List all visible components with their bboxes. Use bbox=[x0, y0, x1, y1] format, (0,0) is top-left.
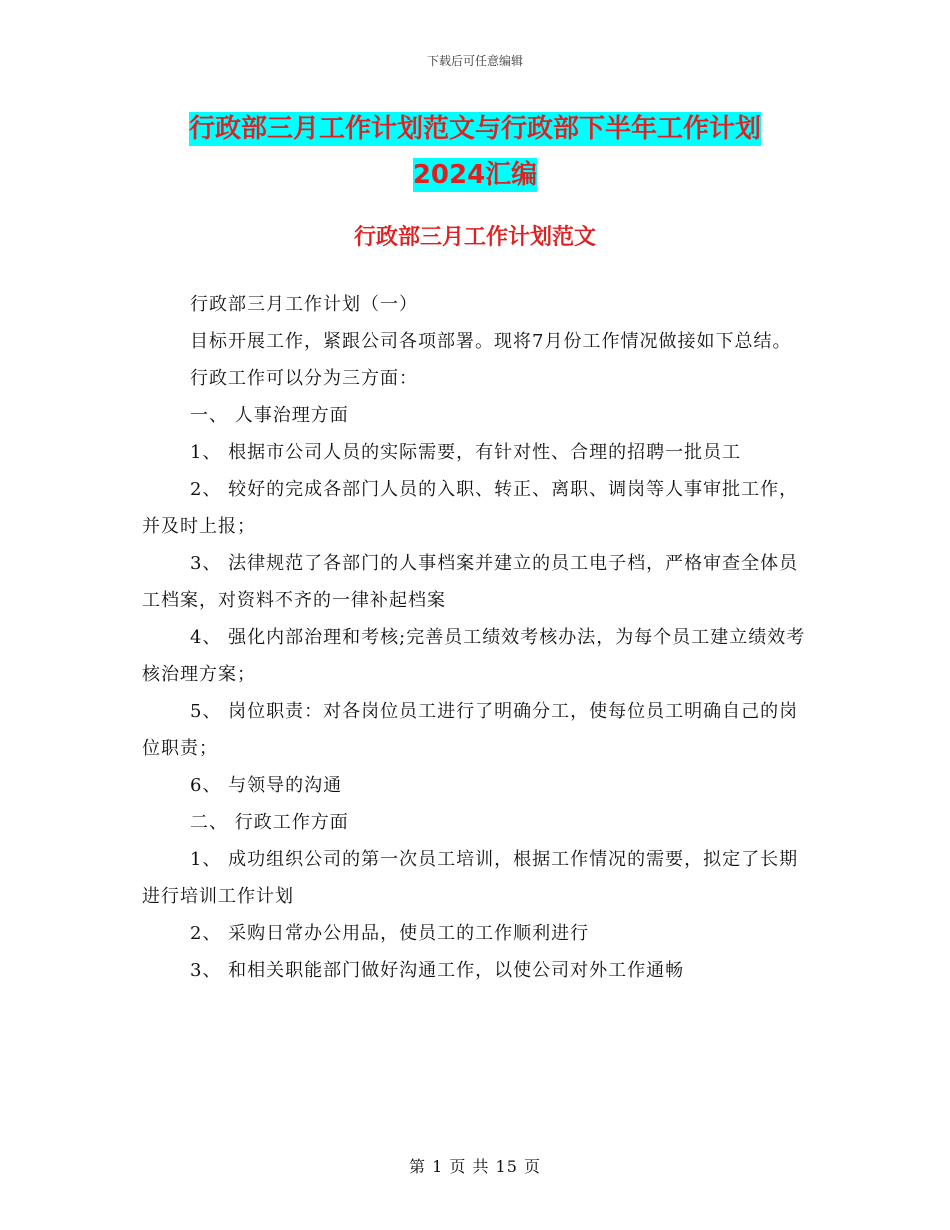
section-title: 行政部三月工作计划范文 bbox=[353, 225, 596, 250]
page-footer: 第 1 页 共 15 页 bbox=[409, 1157, 541, 1176]
paragraph: 4、 强化内部治理和考核;完善员工绩效考核办法，为每个员工建立绩效考核治理方案； bbox=[142, 627, 806, 685]
paragraph: 2、 较好的完成各部门人员的入职、转正、离职、调岗等人事审批工作，并及时上报； bbox=[142, 479, 799, 537]
paragraph: 行政工作可以分为三方面： bbox=[190, 368, 418, 389]
document-title bbox=[0, 106, 950, 198]
body-text bbox=[142, 286, 808, 989]
paragraph: 3、 和相关职能部门做好沟通工作，以使公司对外工作通畅 bbox=[190, 960, 685, 981]
paragraph: 5、 岗位职责：对各岗位员工进行了明确分工，使每位员工明确自己的岗位职责； bbox=[142, 701, 799, 759]
paragraph: 1、 成功组织公司的第一次员工培训，根据工作情况的需要，拟定了长期进行培训工作计划 bbox=[142, 849, 799, 907]
paragraph: 目标开展工作，紧跟公司各项部署。现将7月份工作情况做接如下总结。 bbox=[190, 331, 792, 352]
paragraph: 2、 采购日常办公用品，使员工的工作顺利进行 bbox=[190, 923, 590, 944]
title-line-1: 行政部三月工作计划范文与行政部下半年工作计划 bbox=[188, 114, 761, 144]
paragraph: 二、 行政工作方面 bbox=[190, 812, 349, 833]
paragraph: 3、 法律规范了各部门的人事档案并建立的员工电子档，严格审查全体员工档案，对资料不齐的一律补起档案 bbox=[142, 553, 799, 611]
title-line-2: 2024汇编 bbox=[412, 160, 538, 190]
paragraph: 一、 人事治理方面 bbox=[190, 405, 349, 426]
paragraph: 1、 根据市公司人员的实际需要，有针对性、合理的招聘一批员工 bbox=[190, 442, 742, 463]
paragraph: 行政部三月工作计划（一） bbox=[190, 294, 418, 315]
paragraph: 6、 与领导的沟通 bbox=[190, 775, 343, 796]
header-note: 下载后可任意编辑 bbox=[426, 54, 523, 68]
